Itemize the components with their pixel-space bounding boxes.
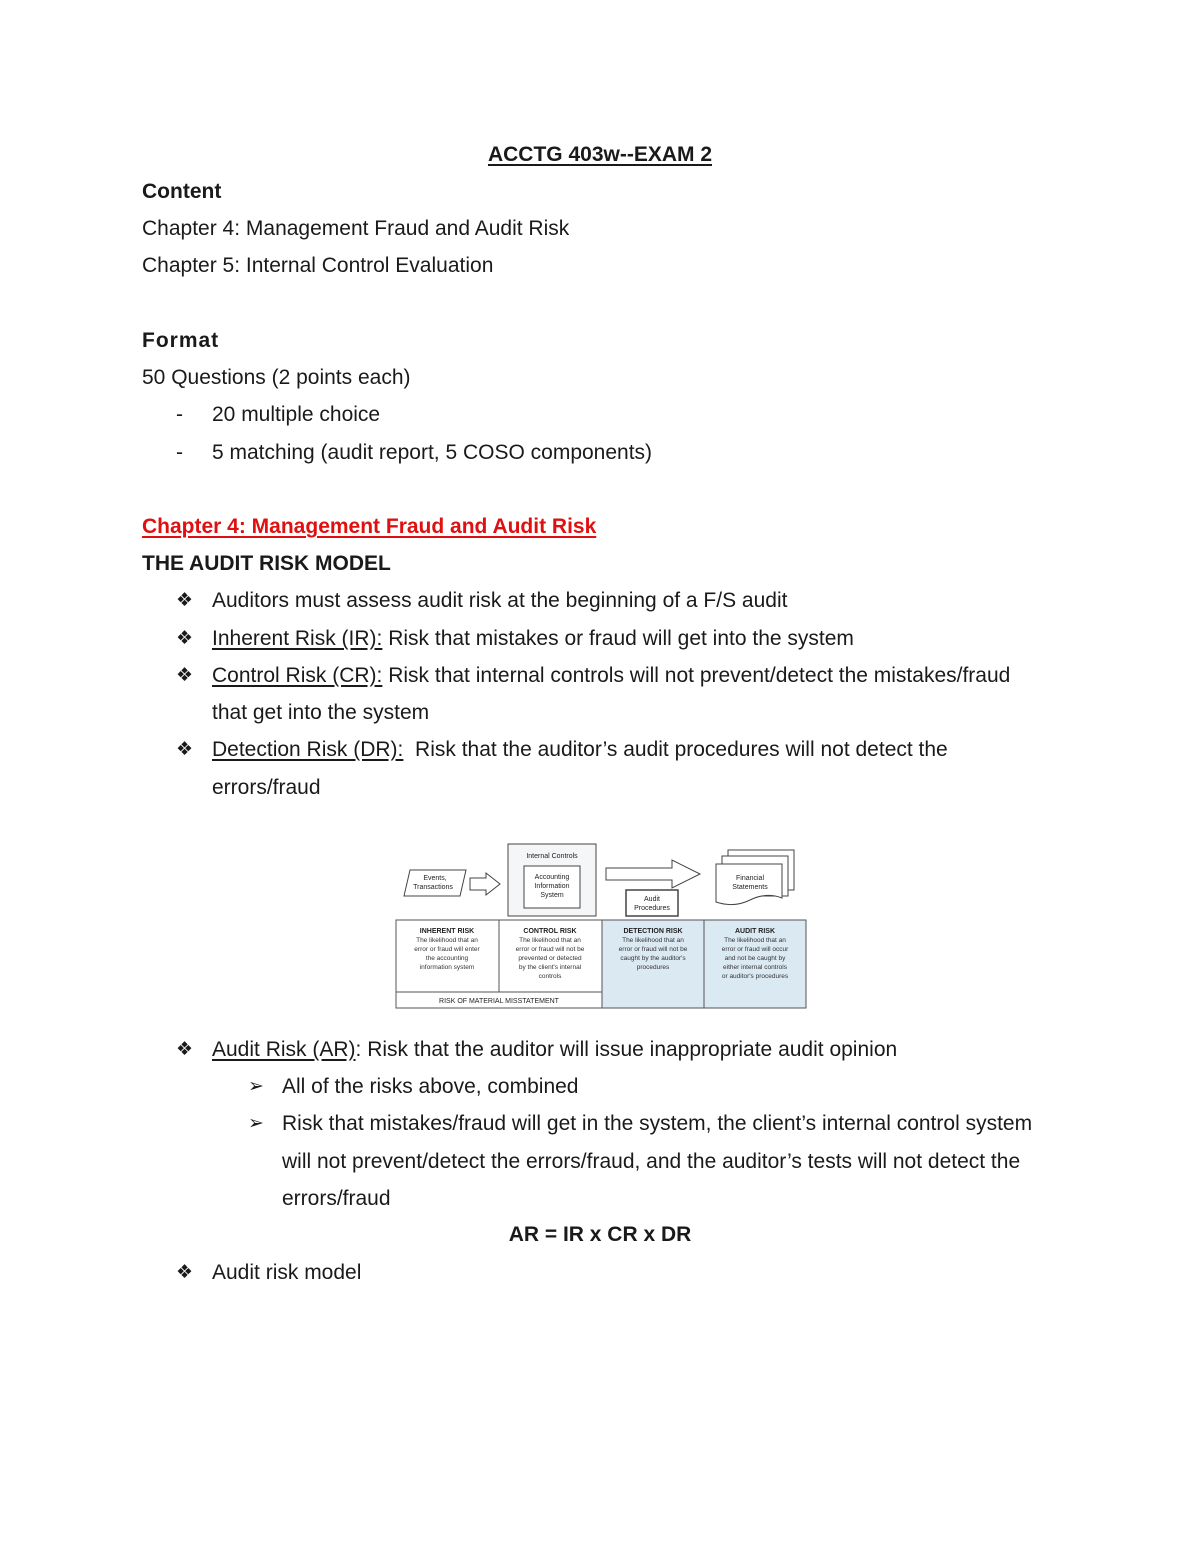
bullet-inherent-risk bbox=[212, 626, 854, 652]
bullet-audit-risk bbox=[212, 1037, 897, 1063]
fs-label-2: Statements bbox=[732, 884, 768, 891]
format-dash-2: - bbox=[176, 441, 183, 464]
risk-column-title: DETECTION RISK bbox=[623, 928, 683, 935]
events-label-1: Events, bbox=[423, 875, 447, 882]
events-shape bbox=[404, 870, 466, 896]
bullet-detection-risk bbox=[212, 737, 948, 763]
control-risk-term: Control Risk (CR): bbox=[212, 664, 383, 687]
audit-proc-label-2: Procedures bbox=[634, 905, 670, 912]
arrow-bullet-icon: ➢ bbox=[248, 1113, 264, 1134]
events-label-2: Transactions bbox=[413, 884, 453, 891]
rmm-label: RISK OF MATERIAL MISSTATEMENT bbox=[439, 998, 559, 1005]
risk-column-line: controls bbox=[538, 973, 562, 980]
page-title: ACCTG 403w--EXAM 2 bbox=[487, 143, 713, 166]
detection-risk-definition: Risk that the auditor’s audit procedures will not detect the bbox=[403, 738, 948, 761]
diamond-bullet-icon: ❖ bbox=[176, 590, 194, 611]
audit-risk-model-heading: THE AUDIT RISK MODEL bbox=[142, 552, 391, 575]
risk-column-line: error or fraud will enter bbox=[414, 946, 480, 953]
chapter4-heading: Chapter 4: Management Fraud and Audit Risk bbox=[142, 515, 597, 538]
format-item-1: 20 multiple choice bbox=[212, 403, 381, 426]
diamond-bullet-icon: ❖ bbox=[176, 628, 194, 649]
audit-procedures-box bbox=[626, 890, 678, 916]
internal-controls-label: Internal Controls bbox=[526, 853, 578, 860]
format-heading: Format bbox=[142, 329, 220, 352]
risk-column-line: the accounting bbox=[425, 955, 469, 962]
risk-column-line: error or fraud will not be bbox=[515, 946, 585, 953]
format-summary: 50 Questions (2 points each) bbox=[142, 366, 411, 389]
risk-column-title: INHERENT RISK bbox=[419, 928, 475, 935]
content-item-1: Chapter 4: Management Fraud and Audit Risk bbox=[142, 217, 570, 240]
ais-label-2: Information bbox=[534, 883, 570, 890]
risk-column-line: prevented or detected bbox=[518, 955, 582, 962]
content-heading: Content bbox=[142, 180, 222, 203]
risk-column-line: information system bbox=[419, 964, 475, 971]
ais-label-1: Accounting bbox=[534, 874, 570, 881]
audit-proc-label-1: Audit bbox=[644, 896, 660, 903]
risk-column-line: by the client's internal bbox=[518, 964, 582, 971]
bullet-audit-risk-model: Audit risk model bbox=[212, 1261, 362, 1284]
fs-label-1: Financial bbox=[735, 875, 765, 882]
format-item-2: 5 matching (audit report, 5 COSO components) bbox=[212, 441, 653, 464]
detection-risk-definition-cont: errors/fraud bbox=[212, 776, 321, 799]
diamond-bullet-icon: ❖ bbox=[176, 1039, 194, 1060]
inherent-risk-definition: Risk that mistakes or fraud will get into the system bbox=[382, 627, 854, 650]
ais-label-3: System bbox=[540, 892, 564, 899]
detection-risk-term: Detection Risk (DR): bbox=[212, 738, 404, 761]
diamond-bullet-icon: ❖ bbox=[176, 739, 194, 760]
sub-bullet-explanation-end: errors/fraud bbox=[282, 1187, 391, 1210]
risk-column-title: AUDIT RISK bbox=[734, 928, 776, 935]
risk-column-line: error or fraud will occur bbox=[721, 946, 789, 953]
diamond-bullet-icon: ❖ bbox=[176, 665, 194, 686]
inherent-risk-term: Inherent Risk (IR): bbox=[212, 627, 383, 650]
risk-column-line: The likelihood that an bbox=[416, 937, 478, 944]
control-risk-definition-cont: that get into the system bbox=[212, 701, 430, 724]
bullet-control-risk bbox=[212, 663, 1010, 689]
risk-column-title: CONTROL RISK bbox=[523, 928, 577, 935]
audit-risk-diagram bbox=[394, 812, 810, 1010]
arrow-bullet-icon: ➢ bbox=[248, 1076, 264, 1097]
audit-risk-term: Audit Risk (AR) bbox=[212, 1038, 356, 1061]
sub-bullet-combined: All of the risks above, combined bbox=[282, 1075, 579, 1098]
audit-risk-formula: AR = IR x CR x DR bbox=[508, 1223, 692, 1246]
risk-column-line: and not be caught by bbox=[724, 955, 786, 962]
audit-risk-definition: : Risk that the auditor will issue inappropriate audit opinion bbox=[355, 1038, 898, 1061]
risk-column-line: either internal controls bbox=[723, 964, 787, 971]
bullet-assess-risk: Auditors must assess audit risk at the beginning of a F/S audit bbox=[212, 589, 788, 612]
diamond-bullet-icon: ❖ bbox=[176, 1262, 194, 1283]
risk-column-line: The likelihood that an bbox=[622, 937, 684, 944]
risk-column-line: procedures bbox=[636, 964, 670, 971]
risk-column-line: or auditor's procedures bbox=[721, 973, 789, 980]
format-dash-1: - bbox=[176, 403, 183, 426]
content-item-2: Chapter 5: Internal Control Evaluation bbox=[142, 254, 494, 277]
sub-bullet-explanation-cont: will not prevent/detect the errors/fraud, and the auditor’s tests will not detect the bbox=[282, 1150, 1021, 1173]
risk-column-line: The likelihood that an bbox=[519, 937, 581, 944]
control-risk-definition: Risk that internal controls will not prevent/detect the mistakes/fraud bbox=[382, 664, 1011, 687]
risk-column-line: The likelihood that an bbox=[724, 937, 786, 944]
risk-column-line: caught by the auditor's bbox=[620, 955, 686, 962]
risk-column-line: error or fraud will not be bbox=[618, 946, 688, 953]
sub-bullet-explanation: Risk that mistakes/fraud will get in the system, the client’s internal control system bbox=[282, 1112, 1033, 1135]
